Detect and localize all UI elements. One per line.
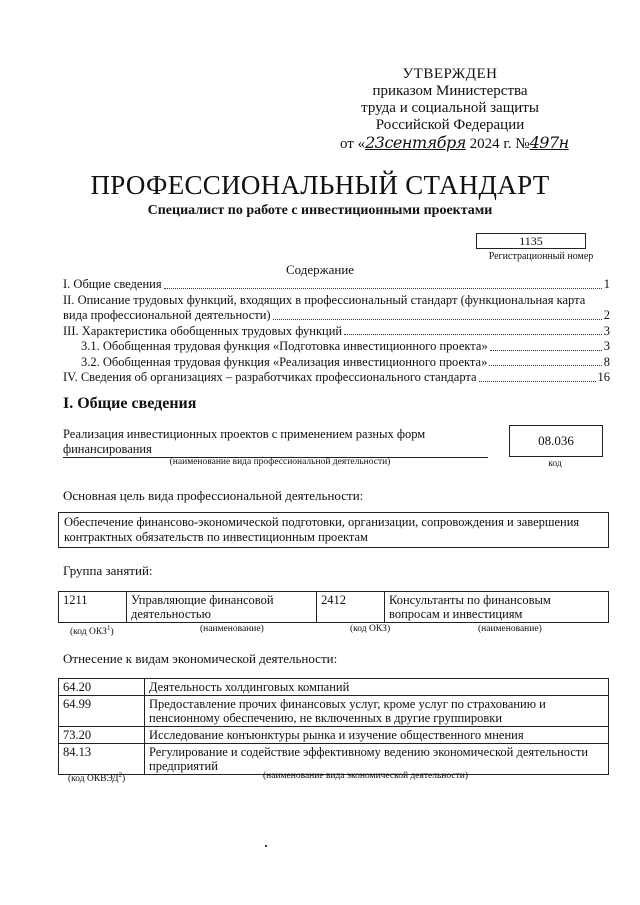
activity-code: 08.036 bbox=[509, 425, 603, 457]
toc-item[interactable]: IV. Сведения об организациях – разработчиках профессионального стандарта 16 bbox=[63, 370, 610, 384]
okved-name-cell: Исследование конъюнктуры рынка и изучение общественного мнения bbox=[145, 727, 609, 744]
okved-code-cell: 64.99 bbox=[59, 696, 145, 727]
okz-name-caption-2: (наименование) bbox=[478, 624, 542, 634]
scan-speck bbox=[265, 845, 267, 847]
okz-name-cell: Управляющие финансовой деятельностью bbox=[127, 592, 317, 623]
okved-name-caption: (наименование вида экономической деятельности) bbox=[263, 771, 468, 781]
toc-item[interactable]: 3.1. Обобщенная трудовая функция «Подготовка инвестиционного проекта» 3 bbox=[81, 339, 610, 353]
okved-code-cell: 84.13 bbox=[59, 744, 145, 775]
toc-item[interactable]: I. Общие сведения 1 bbox=[63, 277, 610, 291]
approval-block bbox=[340, 66, 569, 153]
order-date-line bbox=[340, 133, 569, 153]
approval-line-2: труда и социальной защиты bbox=[361, 100, 539, 116]
okved-name-cell: Предоставление прочих финансовых услуг, кроме услуг по страхованию и пенсионному обеспечению, не включенных в другие группировки bbox=[145, 696, 609, 727]
registration-number: 1135 bbox=[476, 233, 586, 249]
okved-name-cell: Деятельность холдинговых компаний bbox=[145, 679, 609, 696]
registration-number-label: Регистрационный номер bbox=[488, 251, 594, 262]
activity-code-caption: код bbox=[548, 459, 562, 469]
toc-item[interactable]: III. Характеристика обобщенных трудовых функций 3 bbox=[63, 323, 610, 338]
okved-code-caption: (код ОКВЭД$^2$) bbox=[68, 771, 126, 785]
order-day: 23 bbox=[365, 133, 385, 152]
table-row bbox=[59, 592, 609, 623]
okved-name-cell: Регулирование и содействие эффективному ведению экономической деятельности предприятий bbox=[145, 744, 609, 775]
table-of-contents bbox=[63, 277, 610, 386]
occupation-group-label: Группа занятий: bbox=[63, 563, 153, 578]
activity-kind-caption: (наименование вида профессиональной деятельности) bbox=[169, 457, 391, 467]
toc-item[interactable]: 3.2. Обобщенная трудовая функция «Реализация инвестиционного проекта» 8 bbox=[81, 354, 610, 369]
okved-code-cell: 73.20 bbox=[59, 727, 145, 744]
okved-table bbox=[58, 678, 609, 775]
order-year: 2024 г. № bbox=[469, 136, 530, 152]
toc-item[interactable]: II. Описание трудовых функций, входящих в профессиональный стандарт (функциональная карта вида профессиональной деятельности) 2 bbox=[63, 292, 610, 322]
okz-code-cell: 2412 bbox=[317, 592, 385, 623]
activity-kind-name: Реализация инвестиционных проектов с применением разных форм финансирования bbox=[63, 427, 488, 458]
table-row bbox=[59, 727, 609, 744]
okz-name-caption: (наименование) bbox=[200, 624, 264, 634]
approval-title: УТВЕРЖДЕН bbox=[402, 66, 498, 82]
occupation-group-table bbox=[58, 591, 609, 623]
okved-code-cell: 64.20 bbox=[59, 679, 145, 696]
okz-code-caption: (код ОКЗ$^1$) bbox=[70, 624, 114, 638]
goal-text: Обеспечение финансово-экономической подготовки, организации, сопровождения и завершения контрактных обязательств по инвестиционным проектам bbox=[58, 512, 609, 548]
okz-name-cell: Консультанты по финансовым вопросам и инвестициям bbox=[385, 592, 609, 623]
okz-code-caption-2: (код ОКЗ) bbox=[350, 624, 391, 634]
approval-line-1: приказом Министерства bbox=[372, 83, 528, 99]
document-title: ПРОФЕССИОНАЛЬНЫЙ СТАНДАРТ bbox=[90, 170, 550, 200]
document-subtitle: Специалист по работе с инвестиционными проектами bbox=[147, 203, 493, 218]
table-row bbox=[59, 679, 609, 696]
order-month: сентября bbox=[384, 133, 466, 152]
section-heading: I. Общие сведения bbox=[63, 395, 197, 412]
approval-line-3: Российской Федерации bbox=[375, 117, 525, 133]
okved-label: Отнесение к видам экономической деятельности: bbox=[63, 651, 338, 666]
table-row bbox=[59, 744, 609, 775]
order-number: 497н bbox=[529, 133, 569, 152]
okz-code-cell: 1211 bbox=[59, 592, 127, 623]
table-row bbox=[59, 696, 609, 727]
date-prefix: от « bbox=[340, 136, 366, 152]
goal-label: Основная цель вида профессиональной деятельности: bbox=[63, 488, 364, 503]
toc-title: Содержание bbox=[285, 262, 355, 277]
